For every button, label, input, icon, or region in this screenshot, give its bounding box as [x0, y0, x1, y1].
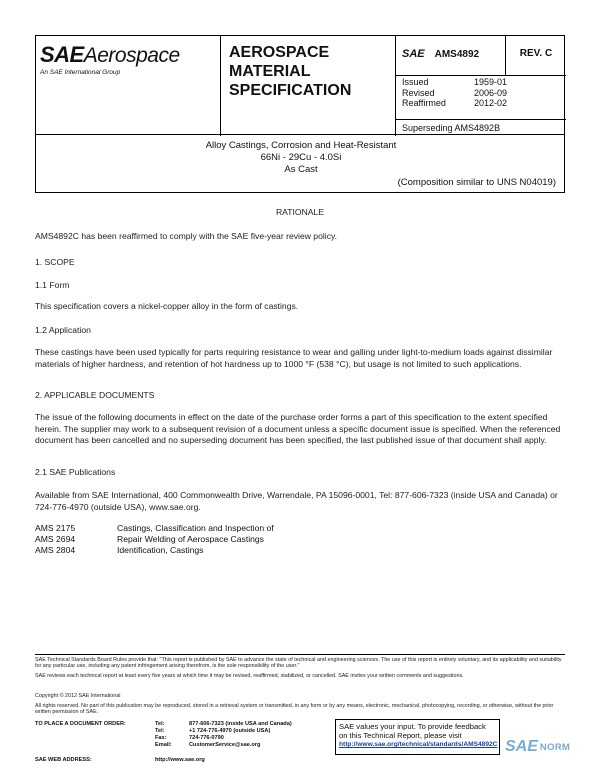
sae-norm-watermark: SAE NORM — [505, 738, 571, 755]
document-header — [35, 35, 565, 135]
sae-web-link[interactable]: http://www.sae.org — [155, 757, 205, 763]
footer-notice-review: SAE reviews each technical report at least every five years at which time it may be revised, reaffirmed, stabilized, or cancelled. SAE invites your written comments and suggestions. — [35, 673, 464, 679]
section-application-heading: 1.2 Application — [35, 325, 91, 335]
date-row-issued: Issued 1959-01 — [402, 77, 508, 87]
section-form-heading: 1.1 Form — [35, 280, 70, 290]
date-row-reaffirmed: Reaffirmed 2012-02 — [402, 98, 508, 108]
section-applicable-docs-heading: 2. APPLICABLE DOCUMENTS — [35, 390, 155, 400]
date-row-revised: Revised 2006-09 — [402, 87, 508, 98]
feedback-box: SAE values your input. To provide feedback on this Technical Report, please visit http://www.sae.org/technical/standards/AMS4892C — [335, 719, 500, 755]
material-title: Alloy Castings, Corrosion and Heat-Resistant — [205, 140, 397, 151]
footer-notice-rules: SAE Technical Standards Board Rules provide that: "This report is published by SAE to advance the state of technical and engineering sciences. The use of this report is entirely voluntary, and its applicability and suitability for any particular use, including any patent infringement arising therefrom, is the sole responsibility of the user." — [35, 657, 562, 670]
material-title-block — [35, 135, 565, 193]
footer-rights: All rights reserved. No part of this publication may be reproduced, stored in a retrieval system or transmitted, in any form or by any means, electronic, mechanical, photocopying, recording, or otherwise, without the prior written permission of SAE. — [35, 703, 554, 716]
sae-aerospace-logo: SAEAerospace — [40, 42, 180, 67]
composition: 66Ni - 29Cu - 4.0Si — [260, 152, 342, 163]
feedback-link[interactable]: http://www.sae.org/technical/standards/AMS4892C — [339, 741, 498, 748]
reference-row: AMS 2804 Identification, Castings — [35, 545, 204, 555]
document-number: SAE AMS4892 — [396, 36, 506, 76]
rationale-heading: RATIONALE — [275, 207, 325, 217]
sae-mini-logo: SAE — [402, 48, 425, 60]
order-label: TO PLACE A DOCUMENT ORDER: — [35, 721, 126, 727]
order-contact-block: TO PLACE A DOCUMENT ORDER: Tel: 877-606-7323 (inside USA and Canada) Tel: +1 724-776-4970 (outside USA) Fax: 724-776-0790 Email: CustomerService@sae.org — [35, 721, 292, 748]
logo-subtitle: An SAE International Group — [40, 69, 121, 76]
section-applicable-docs-text: The issue of the following documents in effect on the date of the purchase order forms a part of this specification to the extent specified herein. The supplier may work to a subsequent revision of a document unless a specific document issue is specified. When the referenced document has been cancelled and no superseding document has been specified, the last published issue of that document shall apply. — [35, 412, 561, 445]
condition: As Cast — [284, 164, 318, 175]
superseding-note: Superseding AMS4892B — [402, 123, 501, 133]
footer-divider — [35, 654, 565, 655]
reference-row: AMS 2694 Repair Welding of Aerospace Castings — [35, 534, 264, 544]
section-form-text: This specification covers a nickel-copper alloy in the form of castings. — [35, 301, 299, 311]
section-scope-heading: 1. SCOPE — [35, 257, 75, 267]
section-sae-publications-heading: 2.1 SAE Publications — [35, 467, 116, 477]
document-info — [396, 36, 566, 136]
footer-copyright: Copyright © 2012 SAE International — [35, 693, 121, 699]
customer-service-email[interactable]: CustomerService@sae.org — [189, 742, 261, 748]
section-sae-publications-text: Available from SAE International, 400 Commonwealth Drive, Warrendale, PA 15096-0001, Tel: 877-606-7323 (inside USA and Canada) or 724-776-4970 (outside USA), www.sae.org. — [35, 490, 558, 512]
composition-note: (Composition similar to UNS N04019) — [397, 177, 556, 188]
web-address-row: SAE WEB ADDRESS: http://www.sae.org — [35, 757, 205, 763]
reference-row: AMS 2175 Castings, Classification and Inspection of — [35, 523, 274, 533]
date-history — [396, 76, 566, 120]
rationale-text: AMS4892C has been reaffirmed to comply with the SAE five-year review policy. — [35, 231, 338, 241]
logo-block — [36, 36, 221, 136]
document-type-title: AEROSPACE MATERIAL SPECIFICATION — [221, 36, 396, 136]
section-application-text: These castings have been used typically for parts requiring resistance to wear and galling under light-to-medium loads against dissimilar materials of higher hardness, and retention of hot hardness up to 1000 °F (538 °C), but usage is not limited to such applications. — [35, 347, 553, 369]
revision-label: REV. C — [506, 36, 566, 76]
